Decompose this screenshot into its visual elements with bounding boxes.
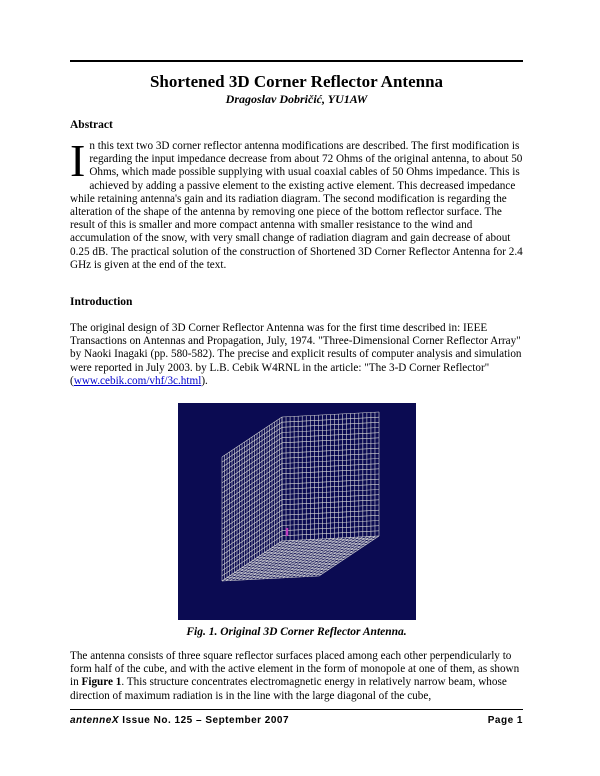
drop-cap: I — [70, 135, 86, 186]
top-rule — [70, 60, 523, 62]
introduction-heading: Introduction — [70, 296, 133, 308]
body-text: The antenna consists of three square reflector surfaces placed among each other perpendicularly to form half of the cube, and with the active element in the form of monopole at one of them, as shown in — [70, 650, 520, 689]
introduction-text-end: ). — [201, 374, 208, 387]
figure-reference[interactable]: Figure 1 — [81, 676, 122, 689]
figure-caption: Fig. 1. Original 3D Corner Reflector Antenna. — [186, 626, 407, 638]
abstract-paragraph — [70, 135, 523, 272]
back-reflector-plate — [282, 412, 379, 541]
article-author: Dragoslav Dobričić, YU1AW — [225, 92, 368, 106]
magazine-name: antenneX — [70, 715, 120, 726]
figure-3d-corner-reflector — [178, 403, 416, 620]
body-paragraph — [70, 650, 523, 703]
abstract-text: n this text two 3D corner reflector antenna modifications are described. The first modification is regarding the input impedance decrease from about 72 Ohms of the original antenna, to about 50 Ohms, which made possible supplying with usual coaxial cables of 50 Ohms impedance. This is achieved by adding a passive element to the existing active element. This decreased impedance while retaining antenna's gain and its radiation diagram. The second modification is regarding the alteration of the shape of the antenna by removing one piece of the bottom reflector surface. The result of this is smaller and more compact antenna with smaller resistance to the wind and accumulation of the snow, with very small change of radiation diagram and gain decrease of about 0.25 dB. The practical solution of the construction of Shortened 3D Corner Reflector Antenna for 2.4 GHz is given at the end of the text. — [70, 140, 523, 271]
introduction-text: The original design of 3D Corner Reflector Antenna was for the first time described in: IEEE Transactions on Antennas and Propagation, July, 1974. "Three-Dimensional Corner Reflector Array" by Naoki Inagaki (pp. 580-582). The precise and explicit results of computer analysis and simulation were reported in July 2003. by L.B. Cebik W4RNL in the article: "The 3-D Corner Reflector" ( — [70, 322, 522, 387]
corner-reflector-illustration — [178, 403, 416, 620]
left-reflector-plate — [222, 417, 282, 581]
page-number: Page 1 — [487, 715, 523, 726]
footer-rule — [70, 709, 523, 710]
issue-info: Issue No. 125 – September 2007 — [119, 715, 290, 726]
article-title: Shortened 3D Corner Reflector Antenna — [149, 72, 444, 91]
footer-issue — [70, 714, 289, 727]
body-text-end: . This structure concentrates electromagnetic energy in relatively narrow beam, whose direction of maximum radiation is in the line with the large diagonal of the cube, — [70, 676, 507, 702]
bottom-reflector-plate — [222, 536, 379, 581]
introduction-paragraph — [70, 322, 523, 388]
cebik-link[interactable]: www.cebik.com/vhf/3c.html — [73, 374, 202, 387]
abstract-heading: Abstract — [70, 119, 113, 131]
